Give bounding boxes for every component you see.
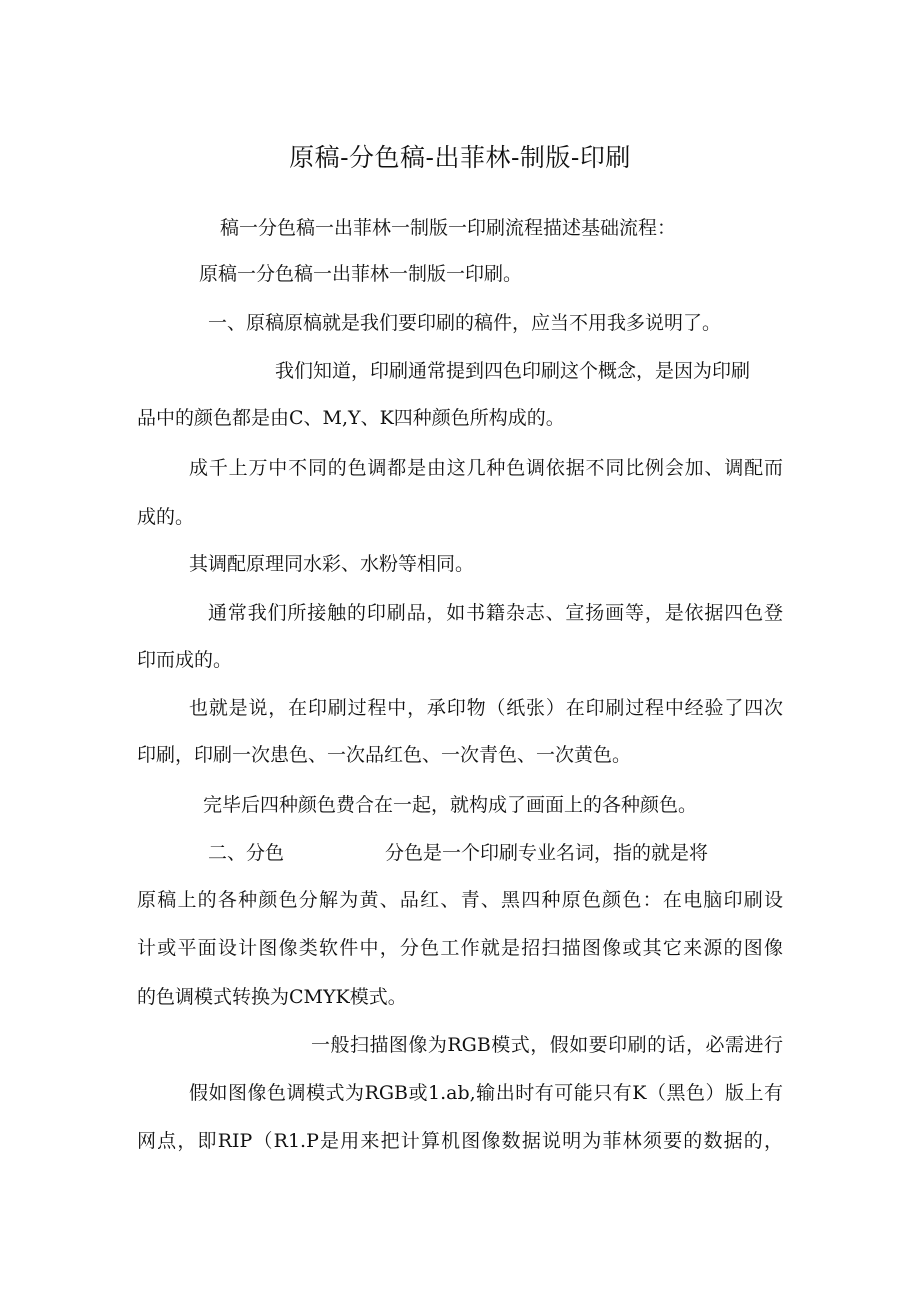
paragraph-line: 一、原稿原槁就是我们要印刷的稿件，应当不用我多说明了。 — [208, 312, 722, 334]
paragraph-line: 的色调模式转换为CMYK模式。 — [137, 986, 407, 1008]
paragraph-line: 印而成的。 — [137, 649, 233, 671]
paragraph-line: 印刷，印刷一次患色、一次品红色、一次青色、一次黄色。 — [137, 744, 632, 766]
paragraph-line: 稿一分色稿一出菲林一制版一印刷流程描述基础流程： — [220, 217, 677, 239]
paragraph-line: 成千上万中不同的色调都是由这几种色调依据不同比例会加、调配而 — [189, 457, 783, 479]
paragraph-line: 通常我们所接触的印刷品，如书籍杂志、宣扬画等，是依据四色登 — [208, 602, 783, 624]
paragraph-line: 分色是一个印刷专业名词，指的就是将 — [385, 842, 709, 864]
paragraph-line: 品中的颜色都是由C、M,Y、K四种颜色所构成的。 — [137, 407, 565, 429]
paragraph-line: 完毕后四种颜色费合在一起，就构成了画面上的各种颜色。 — [203, 794, 698, 816]
paragraph-line: 成的。 — [137, 506, 195, 528]
section-heading: 二、分色 — [208, 842, 285, 864]
paragraph-line: 原稿上的各种颜色分解为黄、品红、青、黑四种原色颜色：在电脑印刷设 — [137, 889, 783, 911]
paragraph-line: 也就是说，在印刷过程中，承印物（纸张）在印刷过程中经验了四次 — [189, 697, 783, 719]
paragraph-line: 我们知道，印刷通常提到四色印刷这个概念，是因为印刷 — [275, 360, 751, 382]
paragraph-line: 假如图像色调模式为RGB或1.ab,输出时有可能只有K（黑色）版上有 — [189, 1082, 783, 1104]
paragraph-line: 原稿一分色稿一出菲林一制版一印刷。 — [199, 263, 523, 285]
paragraph-line: 其调配原理同水彩、水粉等相同。 — [189, 553, 475, 575]
paragraph-line: 一般扫描图像为RGB模式，假如要印刷的话，必需进行 — [311, 1034, 783, 1056]
paragraph-line: 计或平面设计图像类软件中，分色工作就是招扫描图像或其它来源的图像 — [137, 937, 783, 959]
paragraph-line: 网点，即RIP（R1.P是用来把计算机图像数据说明为菲林须要的数据的， — [137, 1130, 783, 1152]
document-title: 原稿-分色稿-出菲林-制版-印刷 — [289, 143, 631, 172]
